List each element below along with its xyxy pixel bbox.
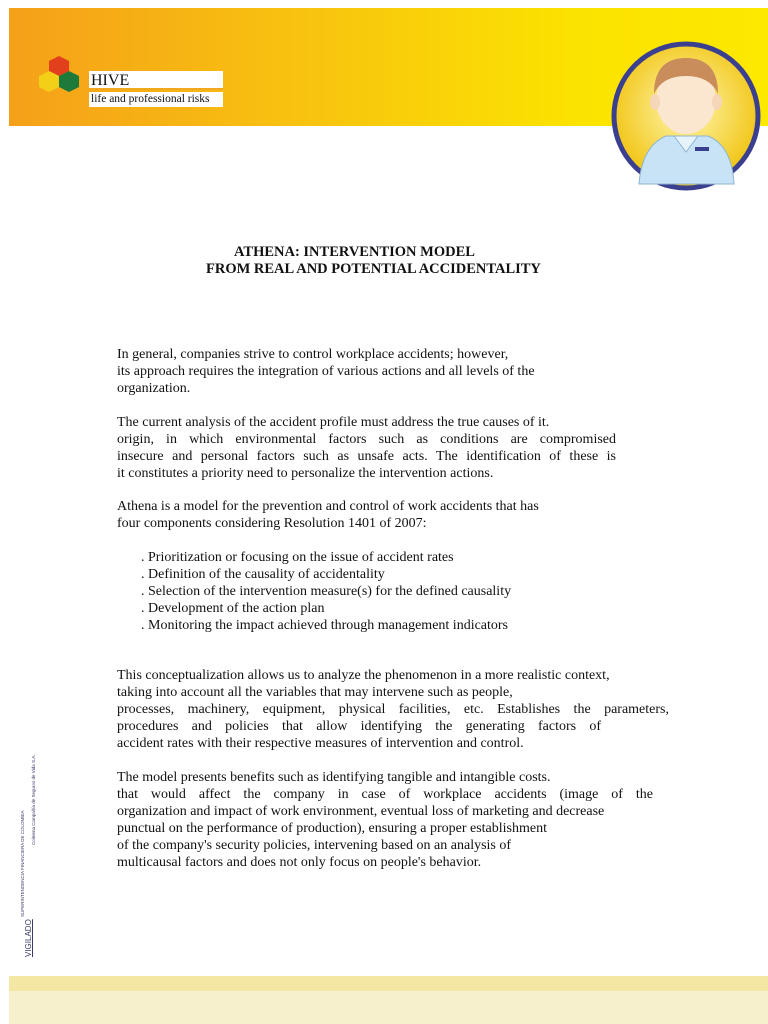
list-item: . Definition of the causality of accidentality bbox=[141, 567, 385, 582]
company-legal-name: Colmena Compañía de Seguros de Vida S.A. bbox=[31, 754, 36, 845]
paragraph-line: punctual on the performance of production), ensuring a proper establishment bbox=[117, 821, 547, 836]
legal-side-note bbox=[18, 735, 48, 960]
paragraph-line: insecure and personal factors such as unsafe acts. The identification of these is bbox=[117, 449, 616, 464]
paragraph-line: accident rates with their respective measures of intervention and control. bbox=[117, 736, 524, 751]
title-line-1: ATHENA: INTERVENTION MODEL bbox=[234, 244, 475, 260]
brand-tagline: life and professional risks bbox=[89, 92, 223, 107]
brand-box bbox=[89, 71, 223, 108]
paragraph-line: processes, machinery, equipment, physical facilities, etc. Establishes the parameters, bbox=[117, 702, 669, 717]
hive-logo-icon bbox=[38, 54, 84, 96]
paragraph-line: The model presents benefits such as identifying tangible and intangible costs. bbox=[117, 770, 551, 785]
footer-band bbox=[9, 976, 768, 991]
paragraph-line: procedures and policies that allow identifying the generating factors of bbox=[117, 719, 601, 734]
paragraph-benefits bbox=[117, 769, 677, 871]
title-line-2: FROM REAL AND POTENTIAL ACCIDENTALITY bbox=[206, 261, 541, 277]
list-item: . Development of the action plan bbox=[141, 601, 325, 616]
paragraph-line: taking into account all the variables that may intervene such as people, bbox=[117, 685, 513, 700]
vigilado-label: VIGILADO bbox=[24, 919, 33, 957]
paragraph-line: Athena is a model for the prevention and control of work accidents that has bbox=[117, 499, 539, 514]
list-item: . Selection of the intervention measure(s) for the defined causality bbox=[141, 584, 512, 599]
paragraph-intro bbox=[117, 346, 677, 397]
list-item: . Monitoring the impact achieved through management indicators bbox=[141, 618, 509, 633]
paragraph-line: four components considering Resolution 1401 of 2007: bbox=[117, 516, 427, 531]
paragraph-line: organization. bbox=[117, 381, 191, 396]
paragraph-line: In general, companies strive to control workplace accidents; however, bbox=[117, 347, 509, 362]
paragraph-line: The current analysis of the accident profile must address the true causes of it. bbox=[117, 415, 550, 430]
paragraph-line: it constitutes a priority need to personalize the intervention actions. bbox=[117, 466, 494, 481]
paragraph-line: its approach requires the integration of various actions and all levels of the bbox=[117, 364, 535, 379]
paragraph-conceptualization bbox=[117, 667, 677, 752]
paragraph-athena bbox=[117, 498, 677, 532]
components-list bbox=[141, 549, 511, 634]
person-avatar-icon bbox=[606, 36, 768, 198]
paragraph-line: organization and impact of work environment, eventual loss of marketing and decrease bbox=[117, 804, 605, 819]
paragraph-line: multicausal factors and does not only focus on people's behavior. bbox=[117, 855, 482, 870]
footer-band-light bbox=[9, 991, 768, 1024]
superintendencia-label: SUPERINTENDENCIA FINANCIERA DE COLOMBIA bbox=[20, 810, 25, 917]
paragraph-line: This conceptualization allows us to analyze the phenomenon in a more realistic context, bbox=[117, 668, 610, 683]
paragraph-analysis bbox=[117, 414, 677, 482]
paragraph-line: of the company's security policies, intervening based on an analysis of bbox=[117, 838, 512, 853]
brand-name: HIVE bbox=[89, 71, 223, 90]
paragraph-line: that would affect the company in case of workplace accidents (image of the bbox=[117, 787, 653, 802]
document-title bbox=[110, 244, 655, 278]
list-item: . Prioritization or focusing on the issue of accident rates bbox=[141, 550, 454, 565]
paragraph-line: origin, in which environmental factors such as conditions are compromised bbox=[117, 432, 616, 447]
